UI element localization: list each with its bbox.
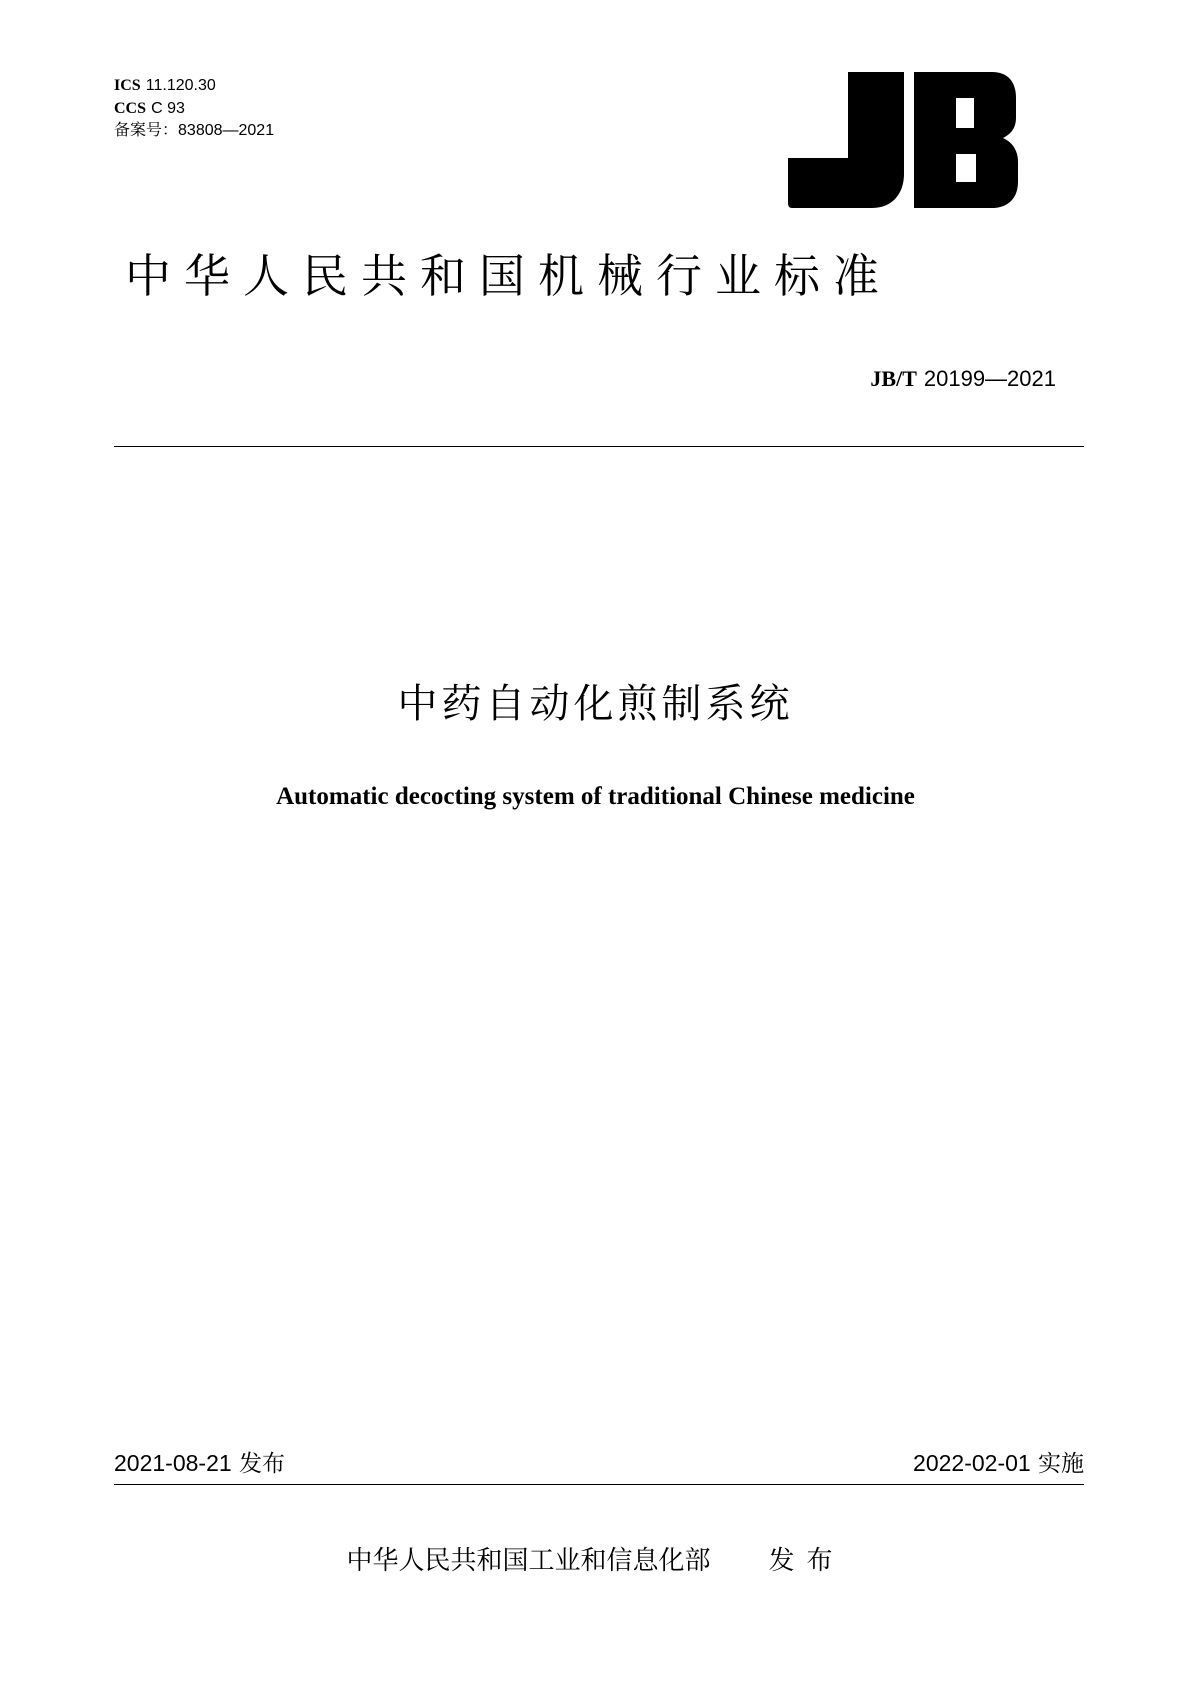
standard-category-title: 中华人民共和国机械行业标准	[125, 249, 892, 303]
ics-value: 11.120.30	[145, 77, 216, 94]
ics-line	[114, 75, 216, 96]
implementation-date-value: 2022-02-01	[913, 1450, 1031, 1476]
ccs-label: CCS	[114, 100, 147, 117]
record-value: 83808—2021	[178, 122, 275, 139]
issue-date	[114, 1448, 285, 1479]
implementation-date	[913, 1448, 1084, 1479]
standard-number	[870, 365, 1056, 394]
standard-number-value: 20199—2021	[923, 366, 1056, 391]
record-line	[114, 120, 274, 141]
document-title-zh: 中药自动化煎制系统	[397, 681, 794, 727]
top-divider	[114, 446, 1084, 447]
issue-date-value: 2021-08-21	[114, 1450, 232, 1476]
record-label: 备案号：	[114, 120, 179, 139]
issue-date-label: 发布	[238, 1451, 285, 1477]
implementation-date-label: 实施	[1038, 1451, 1084, 1477]
jb-logo	[788, 70, 1020, 210]
bottom-divider	[114, 1484, 1084, 1485]
ccs-value: C 93	[151, 100, 185, 117]
publisher-name: 中华人民共和国工业和信息化部	[346, 1546, 711, 1576]
ics-label: ICS	[114, 77, 141, 94]
publisher-action: 发布	[768, 1546, 845, 1576]
ccs-line	[114, 98, 185, 119]
standard-code-prefix: JB/T	[870, 366, 917, 391]
document-title-en: Automatic decocting system of traditional Chinese medicine	[276, 783, 915, 810]
publisher	[0, 1544, 1191, 1578]
